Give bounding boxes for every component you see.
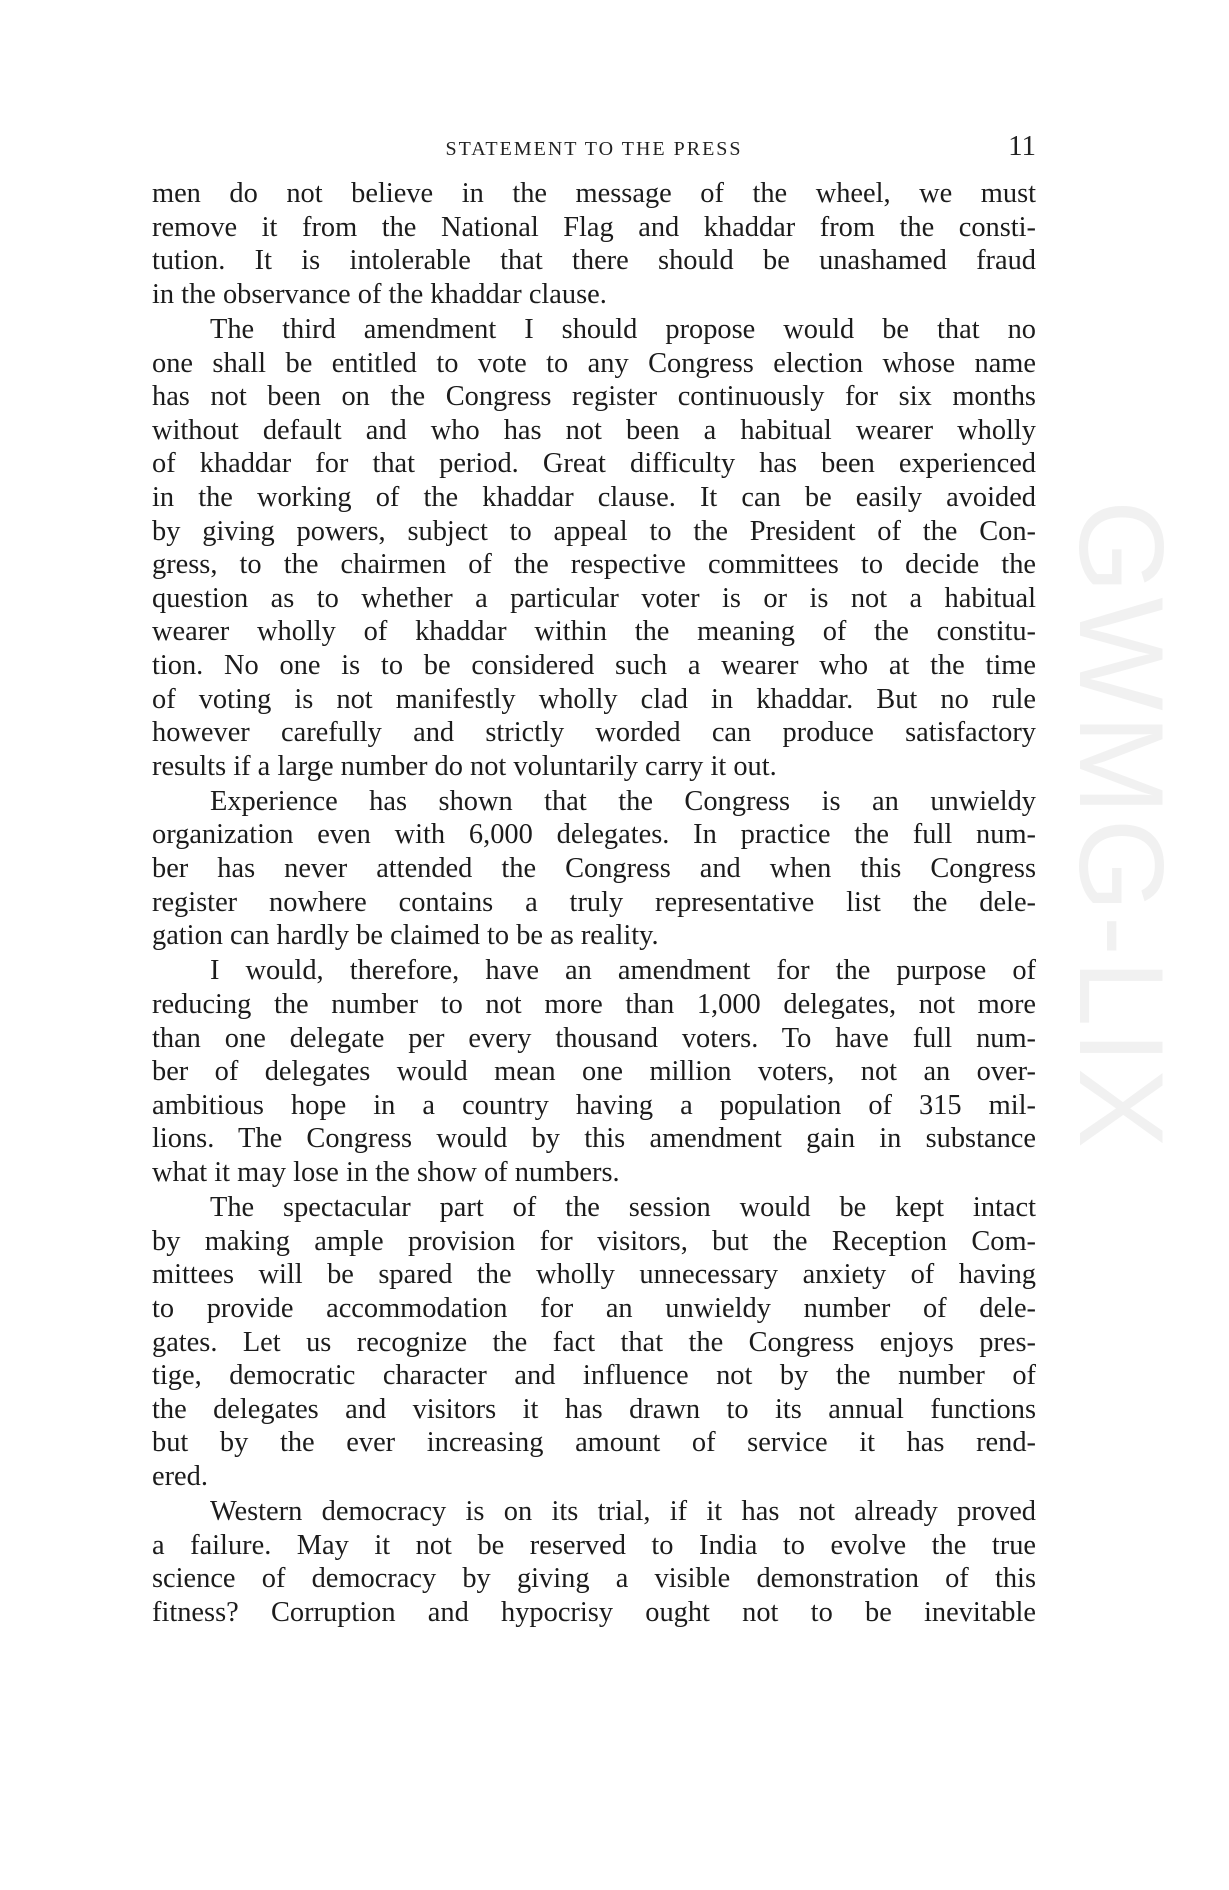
paragraph xyxy=(152,785,1036,953)
text-line: gates. Let us recognize the fact that the Congress enjoys pres- xyxy=(152,1326,1036,1358)
paragraph xyxy=(152,177,1036,311)
paragraph xyxy=(152,313,1036,783)
text-line: science of democracy by giving a visible demonstration of this xyxy=(152,1563,1036,1595)
text-line: lions. The Congress would by this amendment gain in substance xyxy=(152,1123,1036,1155)
text-line: ber of delegates would mean one million voters, not an over- xyxy=(152,1056,1036,1088)
text-line: The third amendment I should propose would be that no xyxy=(210,313,1036,345)
paragraph xyxy=(152,1495,1036,1629)
paragraph xyxy=(152,1191,1036,1493)
text-line: ambitious hope in a country having a population of 315 mil- xyxy=(152,1089,1036,1121)
text-line: question as to whether a particular voter is or is not a habitual xyxy=(152,582,1036,614)
text-line: by giving powers, subject to appeal to the President of the Con- xyxy=(152,515,1036,547)
running-title: STATEMENT TO THE PRESS xyxy=(445,138,743,160)
text-line: remove it from the National Flag and khaddar from the consti- xyxy=(152,211,1036,243)
text-line: tution. It is intolerable that there should be unashamed fraud xyxy=(152,245,1036,277)
text-line: I would, therefore, have an amendment for the purpose of xyxy=(210,955,1036,987)
text-line: has not been on the Congress register continuously for six months xyxy=(152,381,1036,413)
text-line: without default and who has not been a habitual wearer wholly xyxy=(152,414,1036,446)
text-line: organization even with 6,000 delegates. In practice the full num- xyxy=(152,819,1036,851)
text-line: ered. xyxy=(152,1460,208,1492)
text-line: The spectacular part of the session would be kept intact xyxy=(210,1192,1036,1224)
text-line: the delegates and visitors it has drawn to its annual functions xyxy=(152,1393,1036,1425)
text-line: Experience has shown that the Congress is an unwieldy xyxy=(210,785,1036,817)
text-line: gress, to the chairmen of the respective committees to decide the xyxy=(152,549,1036,581)
text-line: than one delegate per every thousand voters. To have full num- xyxy=(152,1022,1036,1054)
text-line: tige, democratic character and influence not by the number of xyxy=(152,1360,1036,1392)
text-line: however carefully and strictly worded can produce satisfactory xyxy=(152,717,1036,749)
text-line: what it may lose in the show of numbers. xyxy=(152,1157,620,1188)
body-text xyxy=(152,177,1036,1630)
watermark: GWMG-LIX xyxy=(1054,500,1188,1152)
text-line: Western democracy is on its trial, if it has not already proved xyxy=(210,1496,1036,1528)
text-line: of khaddar for that period. Great difficulty has been experienced xyxy=(152,448,1036,480)
text-line: but by the ever increasing amount of service it has rend- xyxy=(152,1427,1036,1459)
text-line: in the working of the khaddar clause. It can be easily avoided xyxy=(152,481,1036,513)
text-line: one shall be entitled to vote to any Congress election whose name xyxy=(152,347,1036,379)
text-line: wearer wholly of khaddar within the meaning of the constitu- xyxy=(152,616,1036,648)
text-line: a failure. May it not be reserved to India to evolve the true xyxy=(152,1529,1036,1561)
text-line: tion. No one is to be considered such a wearer who at the time xyxy=(152,649,1036,681)
running-head xyxy=(152,128,1036,168)
text-line: to provide accommodation for an unwieldy number of dele- xyxy=(152,1292,1036,1324)
text-line: by making ample provision for visitors, but the Reception Com- xyxy=(152,1225,1036,1257)
text-line: results if a large number do not voluntarily carry it out. xyxy=(152,750,777,782)
text-line: reducing the number to not more than 1,000 delegates, not more xyxy=(152,989,1036,1021)
text-line: gation can hardly be claimed to be as reality. xyxy=(152,920,659,952)
text-line: men do not believe in the message of the wheel, we must xyxy=(152,178,1036,209)
text-line: fitness? Corruption and hypocrisy ought not to be inevitable xyxy=(152,1596,1036,1628)
text-line: mittees will be spared the wholly unnecessary anxiety of having xyxy=(152,1259,1036,1291)
text-line: in the observance of the khaddar clause. xyxy=(152,278,607,310)
text-line: ber has never attended the Congress and when this Congress xyxy=(152,853,1036,885)
text-line: register nowhere contains a truly representative list the dele- xyxy=(152,886,1036,918)
text-line: of voting is not manifestly wholly clad in khaddar. But no rule xyxy=(152,683,1036,715)
book-page xyxy=(152,128,1036,1630)
paragraph xyxy=(152,954,1036,1189)
page-number: 11 xyxy=(1008,130,1036,162)
